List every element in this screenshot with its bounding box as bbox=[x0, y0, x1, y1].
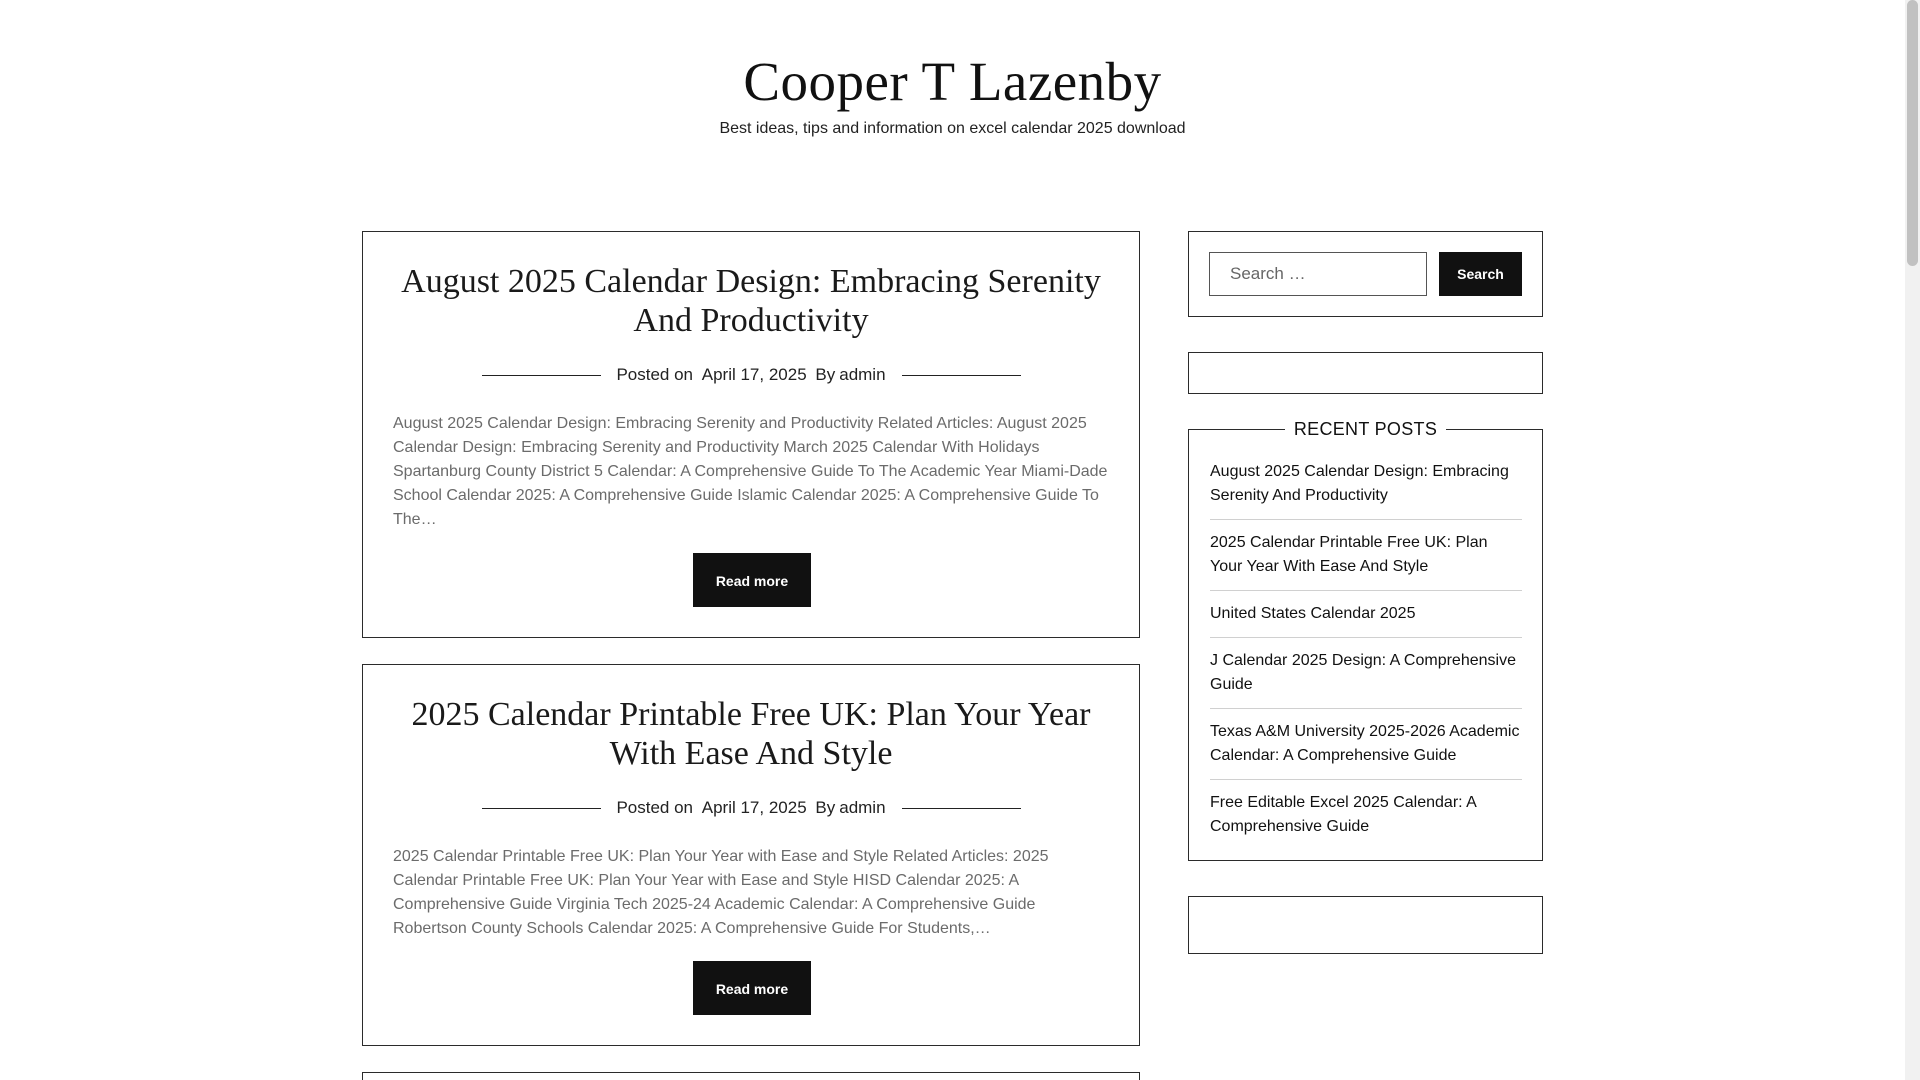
post-card bbox=[362, 664, 1140, 1046]
meta-divider-left bbox=[482, 808, 601, 809]
by-label: By bbox=[815, 365, 836, 384]
post-card bbox=[362, 231, 1140, 638]
post-excerpt: August 2025 Calendar Design: Embracing Serenity and Productivity Related Articles: August 2025 Calendar Design: Embracing Serenity and Productivity March 2025 Calendar With Holidays Spartanburg County District 5 Calendar: A Comprehensive Guide To The Academic Year Miami-Dade School Calendar 2025: A Comprehensive Guide Islamic Calendar 2025: A Comprehensive Guide To The… bbox=[393, 415, 1108, 528]
posted-on-label: Posted on bbox=[616, 365, 694, 384]
meta-divider-right bbox=[902, 808, 1021, 809]
posted-on-label: Posted on bbox=[616, 798, 694, 817]
recent-post-link[interactable]: J Calendar 2025 Design: A Comprehensive Guide bbox=[1210, 652, 1516, 693]
site-title[interactable]: Cooper T Lazenby bbox=[743, 51, 1162, 112]
meta-text bbox=[363, 797, 1139, 819]
recent-posts-widget bbox=[1188, 419, 1543, 861]
meta-text bbox=[363, 364, 1139, 386]
post-date-link[interactable]: April 17, 2025 bbox=[701, 798, 807, 817]
list-item bbox=[1210, 520, 1522, 591]
list-item bbox=[1210, 591, 1522, 638]
recent-posts-heading bbox=[1189, 418, 1542, 440]
vertical-scrollbar[interactable] bbox=[1905, 0, 1920, 1080]
meta-divider-right bbox=[902, 375, 1021, 376]
search-button[interactable]: Search bbox=[1439, 252, 1522, 296]
read-more-button[interactable]: Read more bbox=[693, 553, 811, 607]
recent-post-link[interactable]: United States Calendar 2025 bbox=[1210, 605, 1416, 622]
recent-post-link[interactable]: 2025 Calendar Printable Free UK: Plan Your Year With Ease And Style bbox=[1210, 534, 1488, 575]
list-item bbox=[1210, 709, 1522, 780]
search-input[interactable] bbox=[1209, 252, 1427, 296]
by-label: By bbox=[815, 798, 836, 817]
scrollbar-thumb[interactable] bbox=[1907, 0, 1918, 266]
post-excerpt: 2025 Calendar Printable Free UK: Plan Your Year with Ease and Style Related Articles: 2025 Calendar Printable Free UK: Plan Your Year with Ease and Style HISD Calendar 2025: A Comprehensive Guide Virginia Tech 2025-24 Academic Calendar: A Comprehensive Guide Robertson County Schools Calendar 2025: A Comprehensive Guide For Students,… bbox=[393, 848, 1049, 937]
list-item bbox=[1210, 460, 1522, 520]
meta-divider-left bbox=[482, 375, 601, 376]
site-tagline: Best ideas, tips and information on excel calendar 2025 download bbox=[719, 120, 1186, 137]
empty-widget bbox=[1188, 352, 1543, 394]
post-author-link[interactable]: admin bbox=[839, 365, 886, 384]
recent-post-link[interactable]: Texas A&M University 2025-2026 Academic Calendar: A Comprehensive Guide bbox=[1210, 723, 1520, 764]
read-more-button[interactable]: Read more bbox=[693, 961, 811, 1015]
search-widget bbox=[1188, 231, 1543, 317]
post-author-link[interactable]: admin bbox=[839, 798, 886, 817]
recent-posts-list bbox=[1210, 460, 1522, 850]
recent-posts-heading-text: RECENT POSTS bbox=[1285, 419, 1446, 439]
list-item bbox=[1210, 780, 1522, 850]
post-meta bbox=[363, 364, 1139, 386]
empty-widget bbox=[1188, 896, 1543, 954]
post-title[interactable]: August 2025 Calendar Design: Embracing Serenity And Productivity bbox=[401, 263, 1101, 339]
recent-post-link[interactable]: August 2025 Calendar Design: Embracing Serenity And Productivity bbox=[1210, 463, 1509, 504]
list-item bbox=[1210, 638, 1522, 709]
post-meta bbox=[363, 797, 1139, 819]
post-date-link[interactable]: April 17, 2025 bbox=[701, 365, 807, 384]
recent-post-link[interactable]: Free Editable Excel 2025 Calendar: A Comprehensive Guide bbox=[1210, 794, 1476, 835]
post-card-partial bbox=[362, 1072, 1140, 1080]
post-title[interactable]: 2025 Calendar Printable Free UK: Plan Your Year With Ease And Style bbox=[411, 696, 1091, 772]
